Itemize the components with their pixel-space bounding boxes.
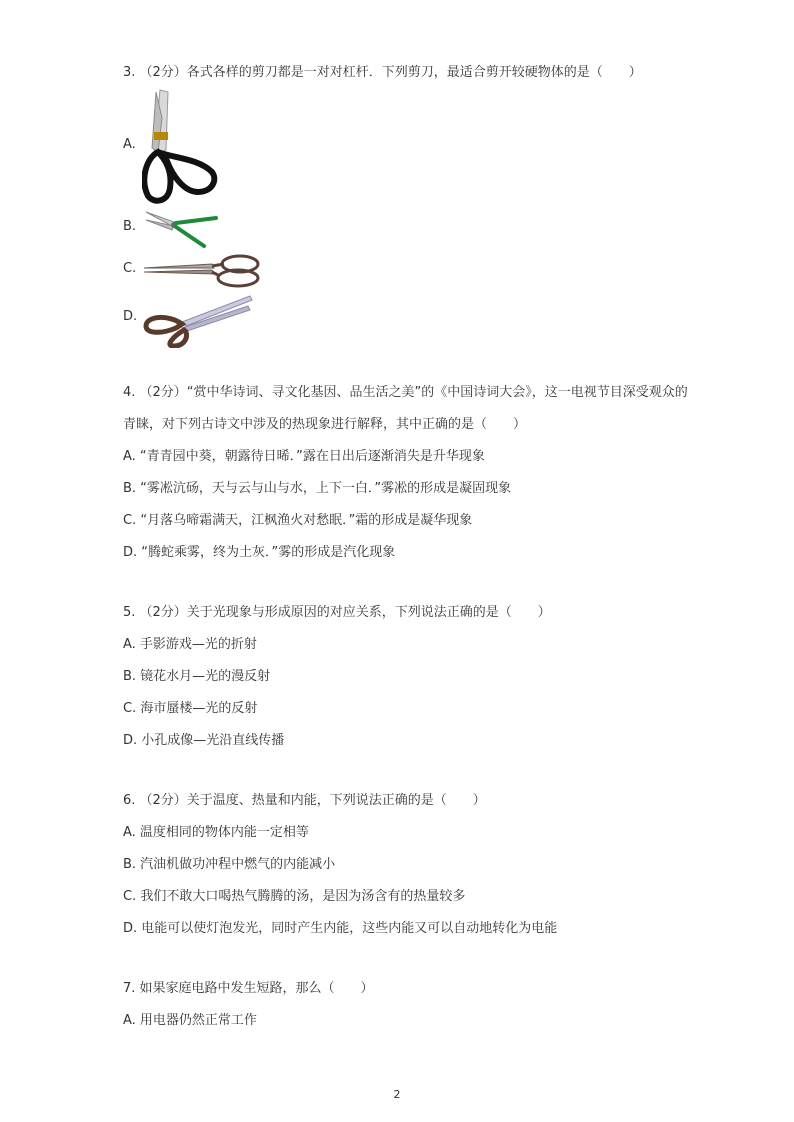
question-6-option-c: C. 我们不敢大口喝热气腾腾的汤，是因为汤含有的热量较多 [123, 889, 466, 904]
question-6-option-a: A. 温度相同的物体内能一定相等 [123, 825, 309, 840]
question-3-stem: 3. （2分）各式各样的剪刀都是一对对杠杆．下列剪刀，最适合剪开较硬物体的是（ ） [123, 65, 642, 80]
question-4-option-b: B. “雾凇沆砀，天与云与山与水，上下一白．”雾凇的形成是凝固现象 [123, 481, 512, 496]
question-6-option-b: B. 汽油机做功冲程中燃气的内能减小 [123, 857, 336, 872]
option-c-label: C. [123, 261, 137, 276]
question-5-stem: 5. （2分）关于光现象与形成原因的对应关系，下列说法正确的是（ ） [123, 605, 551, 620]
question-7-stem: 7. 如果家庭电路中发生短路，那么（ ） [123, 981, 374, 996]
question-5-option-b: B. 镜花水月—光的漫反射 [123, 669, 271, 684]
long-blade-scissors-icon [142, 254, 266, 288]
question-6-stem: 6. （2分）关于温度、热量和内能，下列说法正确的是（ ） [123, 793, 486, 808]
option-b-label: B. [123, 219, 137, 234]
question-4-stem-line-1: 4. （2分）“赏中华诗词、寻文化基因、品生活之美”的《中国诗词大会》，这一电视节目深受观众的 [123, 385, 688, 400]
brown-handle-scissors-icon [142, 292, 254, 348]
question-4-option-a: A. “青青园中葵，朝露待日晞．”露在日出后逐渐消失是升华现象 [123, 449, 485, 464]
question-4-stem-line-2: 青睐，对下列古诗文中涉及的热现象进行解释，其中正确的是（ ） [123, 417, 527, 432]
green-handle-pruning-shears-icon [144, 208, 220, 250]
page-number: 2 [393, 1088, 401, 1101]
question-5-option-d: D. 小孔成像—光沿直线传播 [123, 733, 285, 748]
question-7-option-a: A. 用电器仍然正常工作 [123, 1013, 257, 1028]
option-d-label: D. [123, 309, 138, 324]
question-6-option-d: D. 电能可以使灯泡发光，同时产生内能，这些内能又可以自动地转化为电能 [123, 921, 558, 936]
question-4-option-c: C. “月落乌啼霜满天，江枫渔火对愁眠．”霜的形成是凝华现象 [123, 513, 473, 528]
question-4-option-d: D. “腾蛇乘雾，终为土灰．”雾的形成是汽化现象 [123, 545, 396, 560]
option-a-label: A. [123, 137, 136, 152]
black-handle-scissors-icon [142, 88, 218, 204]
question-5-option-a: A. 手影游戏—光的折射 [123, 637, 257, 652]
question-5-option-c: C. 海市蜃楼—光的反射 [123, 701, 258, 716]
